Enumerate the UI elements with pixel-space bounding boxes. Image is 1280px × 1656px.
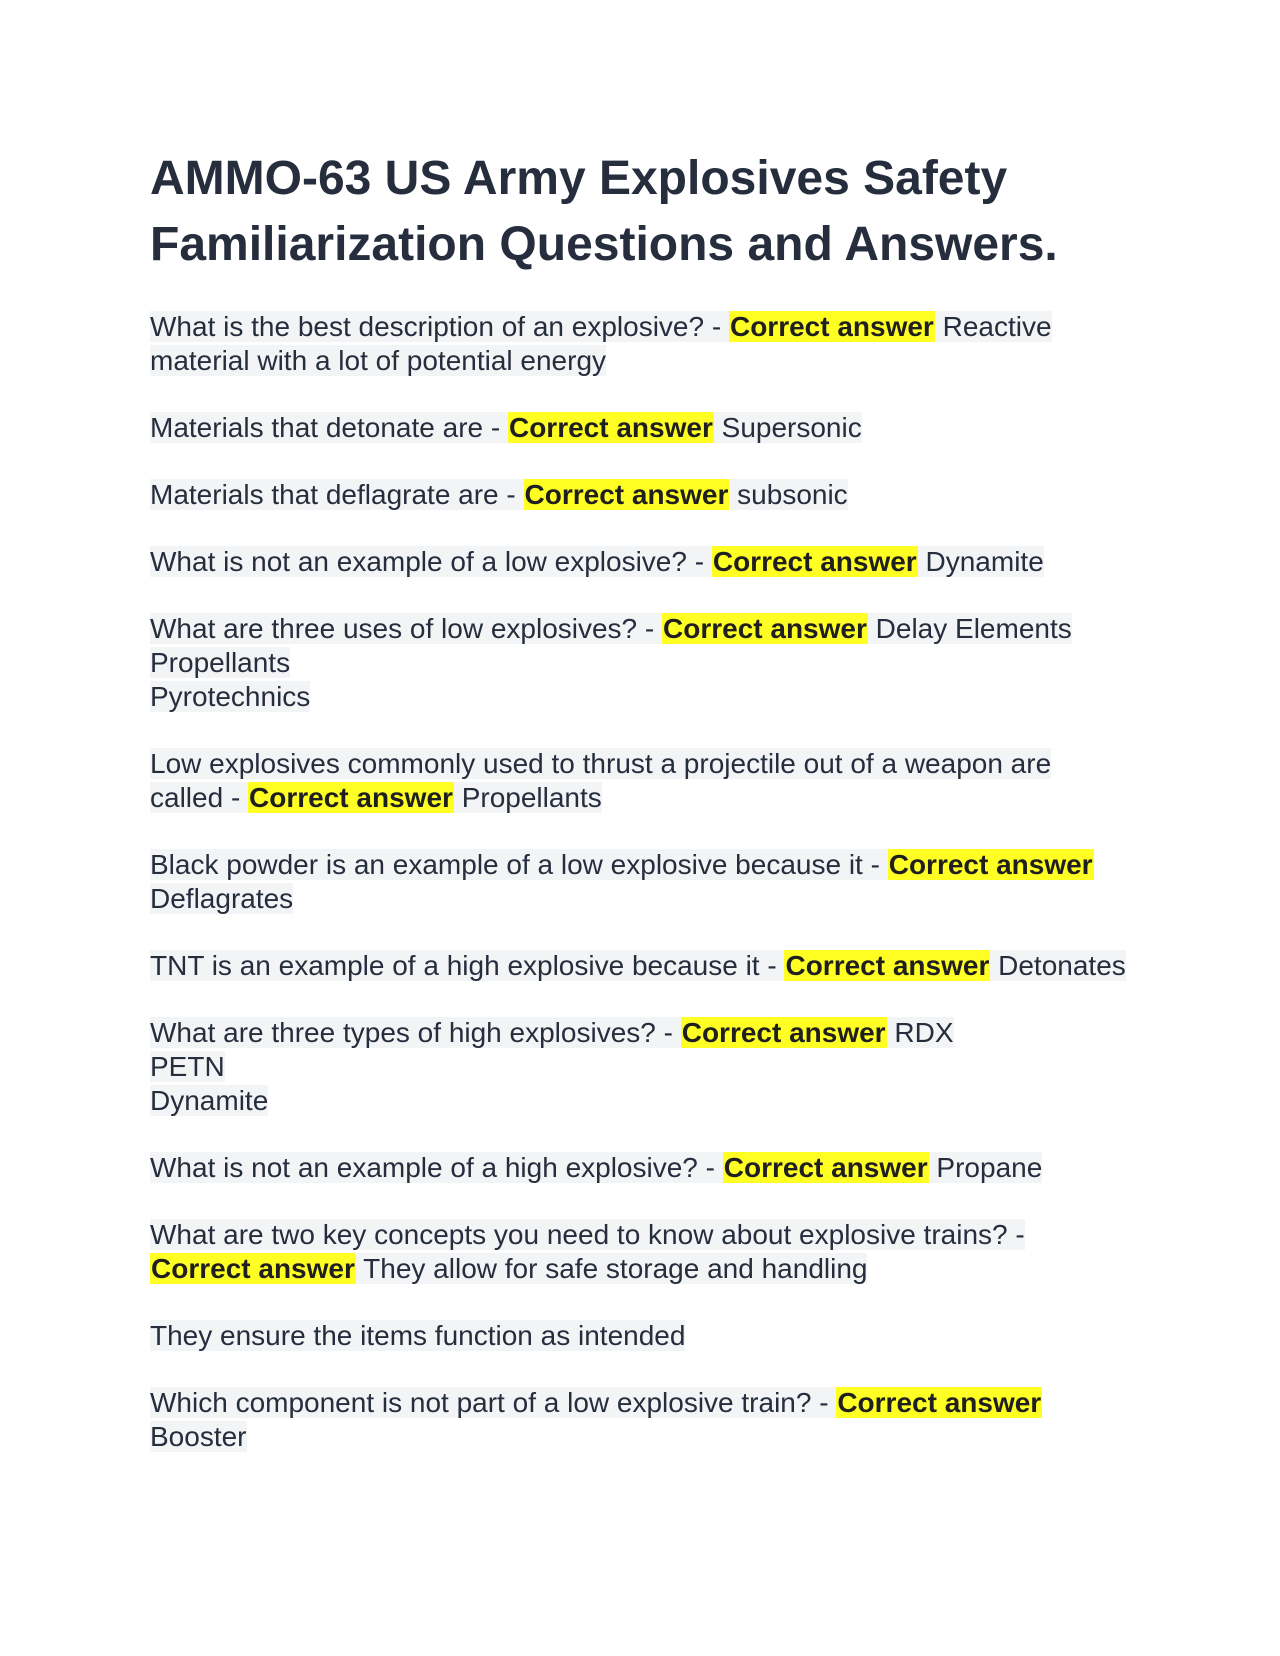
question-text: What is the best description of an explosive? - bbox=[150, 311, 729, 342]
correct-answer-label: Correct answer bbox=[723, 1152, 928, 1183]
qa-item bbox=[150, 612, 1130, 714]
correct-answer-label: Correct answer bbox=[524, 479, 729, 510]
correct-answer-label: Correct answer bbox=[663, 613, 867, 644]
qa-item bbox=[150, 1386, 1130, 1454]
question-text: Which component is not part of a low explosive train? - bbox=[150, 1387, 837, 1418]
answer-text: They allow for safe storage and handling bbox=[363, 1253, 868, 1284]
correct-answer-label: Correct answer bbox=[249, 782, 453, 813]
question-text: Low explosives commonly used to thrust a projectile out of a weapon are called - bbox=[150, 748, 1052, 813]
question-text: They ensure the items function as intended bbox=[150, 1320, 686, 1351]
qa-item bbox=[150, 478, 1130, 512]
question-text: What are three uses of low explosives? - bbox=[150, 613, 663, 644]
correct-answer-label: Correct answer bbox=[681, 1017, 886, 1048]
correct-answer-label: Correct answer bbox=[151, 1253, 355, 1284]
question-text: What is not an example of a high explosive? - bbox=[150, 1152, 723, 1183]
answer-text: Propane bbox=[936, 1152, 1043, 1183]
question-text: Black powder is an example of a low explosive because it - bbox=[150, 849, 888, 880]
qa-item bbox=[150, 1319, 1130, 1353]
document-page bbox=[150, 146, 1130, 1487]
answer-text: Reactive material with a lot of potential energy bbox=[150, 311, 1052, 376]
qa-item bbox=[150, 848, 1130, 916]
answer-text: Propellants bbox=[461, 782, 602, 813]
question-text: Materials that detonate are - bbox=[150, 412, 508, 443]
answer-text: Pyrotechnics bbox=[150, 681, 311, 712]
question-text: What is not an example of a low explosive? - bbox=[150, 546, 712, 577]
answer-text: Propellants bbox=[150, 647, 291, 678]
answer-text: PETN bbox=[150, 1051, 225, 1082]
answer-text: Dynamite bbox=[925, 546, 1044, 577]
correct-answer-label: Correct answer bbox=[712, 546, 917, 577]
answer-text: Supersonic bbox=[721, 412, 862, 443]
qa-item bbox=[150, 1218, 1130, 1286]
answer-text: Booster bbox=[150, 1421, 247, 1452]
correct-answer-label: Correct answer bbox=[729, 311, 934, 342]
correct-answer-label: Correct answer bbox=[785, 950, 990, 981]
qa-item bbox=[150, 545, 1130, 579]
page-title: AMMO-63 US Army Explosives Safety Familiarization Questions and Answers. bbox=[150, 152, 1058, 271]
answer-text: Detonates bbox=[998, 950, 1126, 981]
question-text: Materials that deflagrate are - bbox=[150, 479, 524, 510]
answer-text: RDX bbox=[894, 1017, 954, 1048]
question-text: What are two key concepts you need to know about explosive trains? - bbox=[150, 1219, 1025, 1250]
qa-item bbox=[150, 1151, 1130, 1185]
answer-text: Dynamite bbox=[150, 1085, 269, 1116]
question-text: What are three types of high explosives? - bbox=[150, 1017, 681, 1048]
correct-answer-label: Correct answer bbox=[837, 1387, 1042, 1418]
question-text: TNT is an example of a high explosive because it - bbox=[150, 950, 785, 981]
qa-item bbox=[150, 747, 1130, 815]
correct-answer-label: Correct answer bbox=[888, 849, 1093, 880]
answer-text: Deflagrates bbox=[150, 883, 294, 914]
correct-answer-label: Correct answer bbox=[508, 412, 713, 443]
answer-text: Delay Elements bbox=[875, 613, 1072, 644]
qa-item bbox=[150, 949, 1130, 983]
qa-item bbox=[150, 411, 1130, 445]
answer-text: subsonic bbox=[737, 479, 848, 510]
qa-item bbox=[150, 1016, 1130, 1118]
qa-item bbox=[150, 310, 1130, 378]
